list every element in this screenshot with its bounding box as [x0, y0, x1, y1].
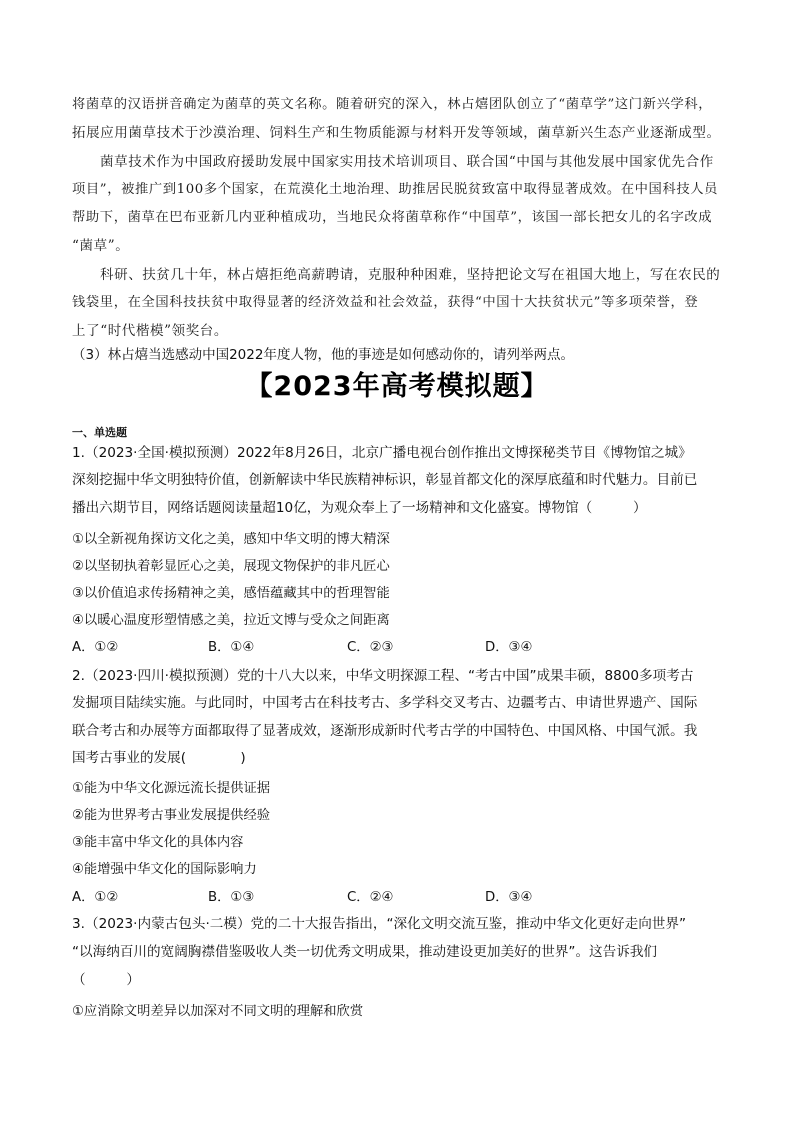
passage-line: 将菌草的汉语拼音确定为菌草的英文名称。随着研究的深入，林占熺团队创立了“菌草学”这门新兴学科，	[72, 97, 713, 112]
question-item: ③能丰富中华文化的具体内容	[72, 835, 244, 850]
passage-line: 菌草技术作为中国政府援助发展中国家实用技术培训项目、联合国“中国与其他发展中国家优先合作	[100, 154, 714, 170]
passage-line: 上了“时代楷模”领奖台。	[72, 323, 229, 339]
passage-line: 拓展应用菌草技术于沙漠治理、饲料生产和生物质能源与材料开发等领域，菌草新兴生态产业逐渐成型。	[72, 125, 721, 141]
question-item: ②以坚韧执着彰显匠心之美，展现文物保护的非凡匠心	[72, 559, 390, 574]
question-item: ②能为世界考古事业发展提供经验	[72, 808, 271, 823]
passage-line: 项目”，被推广到100多个国家，在荒漠化土地治理、助推居民脱贫致富中取得显著成效。在中国科技人员	[72, 182, 719, 197]
option-a[interactable]: A．①②	[72, 890, 119, 905]
question-stem-line: “以海纳百川的宽阔胸襟借鉴吸收人类一切优秀文明成果，推动建设更加美好的世界”。这告诉我们	[72, 944, 658, 960]
option-d[interactable]: D．③④	[485, 640, 533, 655]
option-b[interactable]: B．①④	[208, 640, 255, 655]
passage-line: 钱袋里，在全国科技扶贫中取得显著的经济效益和社会效益，获得“中国十大扶贫状元”等多项荣誉，登	[72, 295, 699, 310]
option-d[interactable]: D．③④	[485, 890, 533, 905]
question-stem-line: 3.（2023·内蒙古包头·二模）党的二十大报告指出，“深化文明交流互鉴，推动中华文化更好走向世界”	[72, 916, 687, 932]
question-item: ④以暖心温度形塑情感之美，拉近文博与受众之间距离	[72, 613, 390, 628]
option-c[interactable]: C．②③	[347, 640, 394, 655]
option-a[interactable]: A．①②	[72, 640, 119, 655]
question-stem-line: 1.（2023·全国·模拟预测）2022年8月26日，北京广播电视台创作推出文博探秘类节目《博物馆之城》	[72, 445, 692, 461]
question-item: ①以全新视角探访文化之美，感知中华文明的博大精深	[72, 532, 390, 547]
question-stem-line: 深刻挖掘中华文明独特价值，创新解读中华民族精神标识，彰显首都文化的深厚底蕴和时代魅力。目前已	[72, 472, 698, 488]
question-stem-line: 发掘项目陆续实施。与此同时，中国考古在科技考古、多学科交叉考古、边疆考古、申请世界遗产、国际	[72, 695, 698, 711]
question-stem-line: 国考古事业的发展( )	[72, 750, 246, 766]
question-item: ①应消除文明差异以加深对不同文明的理解和欣赏	[72, 1004, 364, 1019]
question-item: ①能为中华文化源远流长提供证据	[72, 781, 271, 796]
option-row	[0, 886, 794, 906]
question-stem-line: 2.（2023·四川·模拟预测）党的十八大以来，中华文明探源工程、“考古中国”成果丰硕，8800多项考古	[72, 668, 694, 684]
passage-line: 帮助下，菌草在巴布亚新几内亚种植成功，当地民众将菌草称作“中国草”，该国一部长把女儿的名字改成	[72, 210, 713, 225]
passage-question: （3）林占熺当选感动中国2022年度人物，他的事迹是如何感动你的，请列举两点。	[72, 347, 574, 363]
question-stem-line: 播出六期节目，网络话题阅读量超10亿，为观众奉上了一场精神和文化盛宴。博物馆（ ）	[72, 500, 647, 516]
question-stem-line: 联合考古和办展等方面都取得了显著成效，逐渐形成新时代考古学的中国特色、中国风格、中国气派。我	[72, 723, 698, 739]
section-label: 一、单选题	[72, 426, 127, 439]
question-stem-line: （ ）	[72, 972, 140, 988]
question-item: ④能增强中华文化的国际影响力	[72, 862, 257, 877]
passage-line: “菌草”。	[72, 238, 130, 254]
question-item: ③以价值追求传扬精神之美，感悟蕴藏其中的哲理智能	[72, 586, 390, 601]
page-title: 【2023年高考模拟题】	[245, 371, 549, 402]
passage-line: 科研、扶贫几十年，林占熺拒绝高薪聘请，克服种种困难，坚持把论文写在祖国大地上，写在农民的	[100, 267, 721, 283]
option-row	[0, 636, 794, 656]
option-b[interactable]: B．①③	[208, 890, 255, 905]
option-c[interactable]: C．②④	[347, 890, 394, 905]
